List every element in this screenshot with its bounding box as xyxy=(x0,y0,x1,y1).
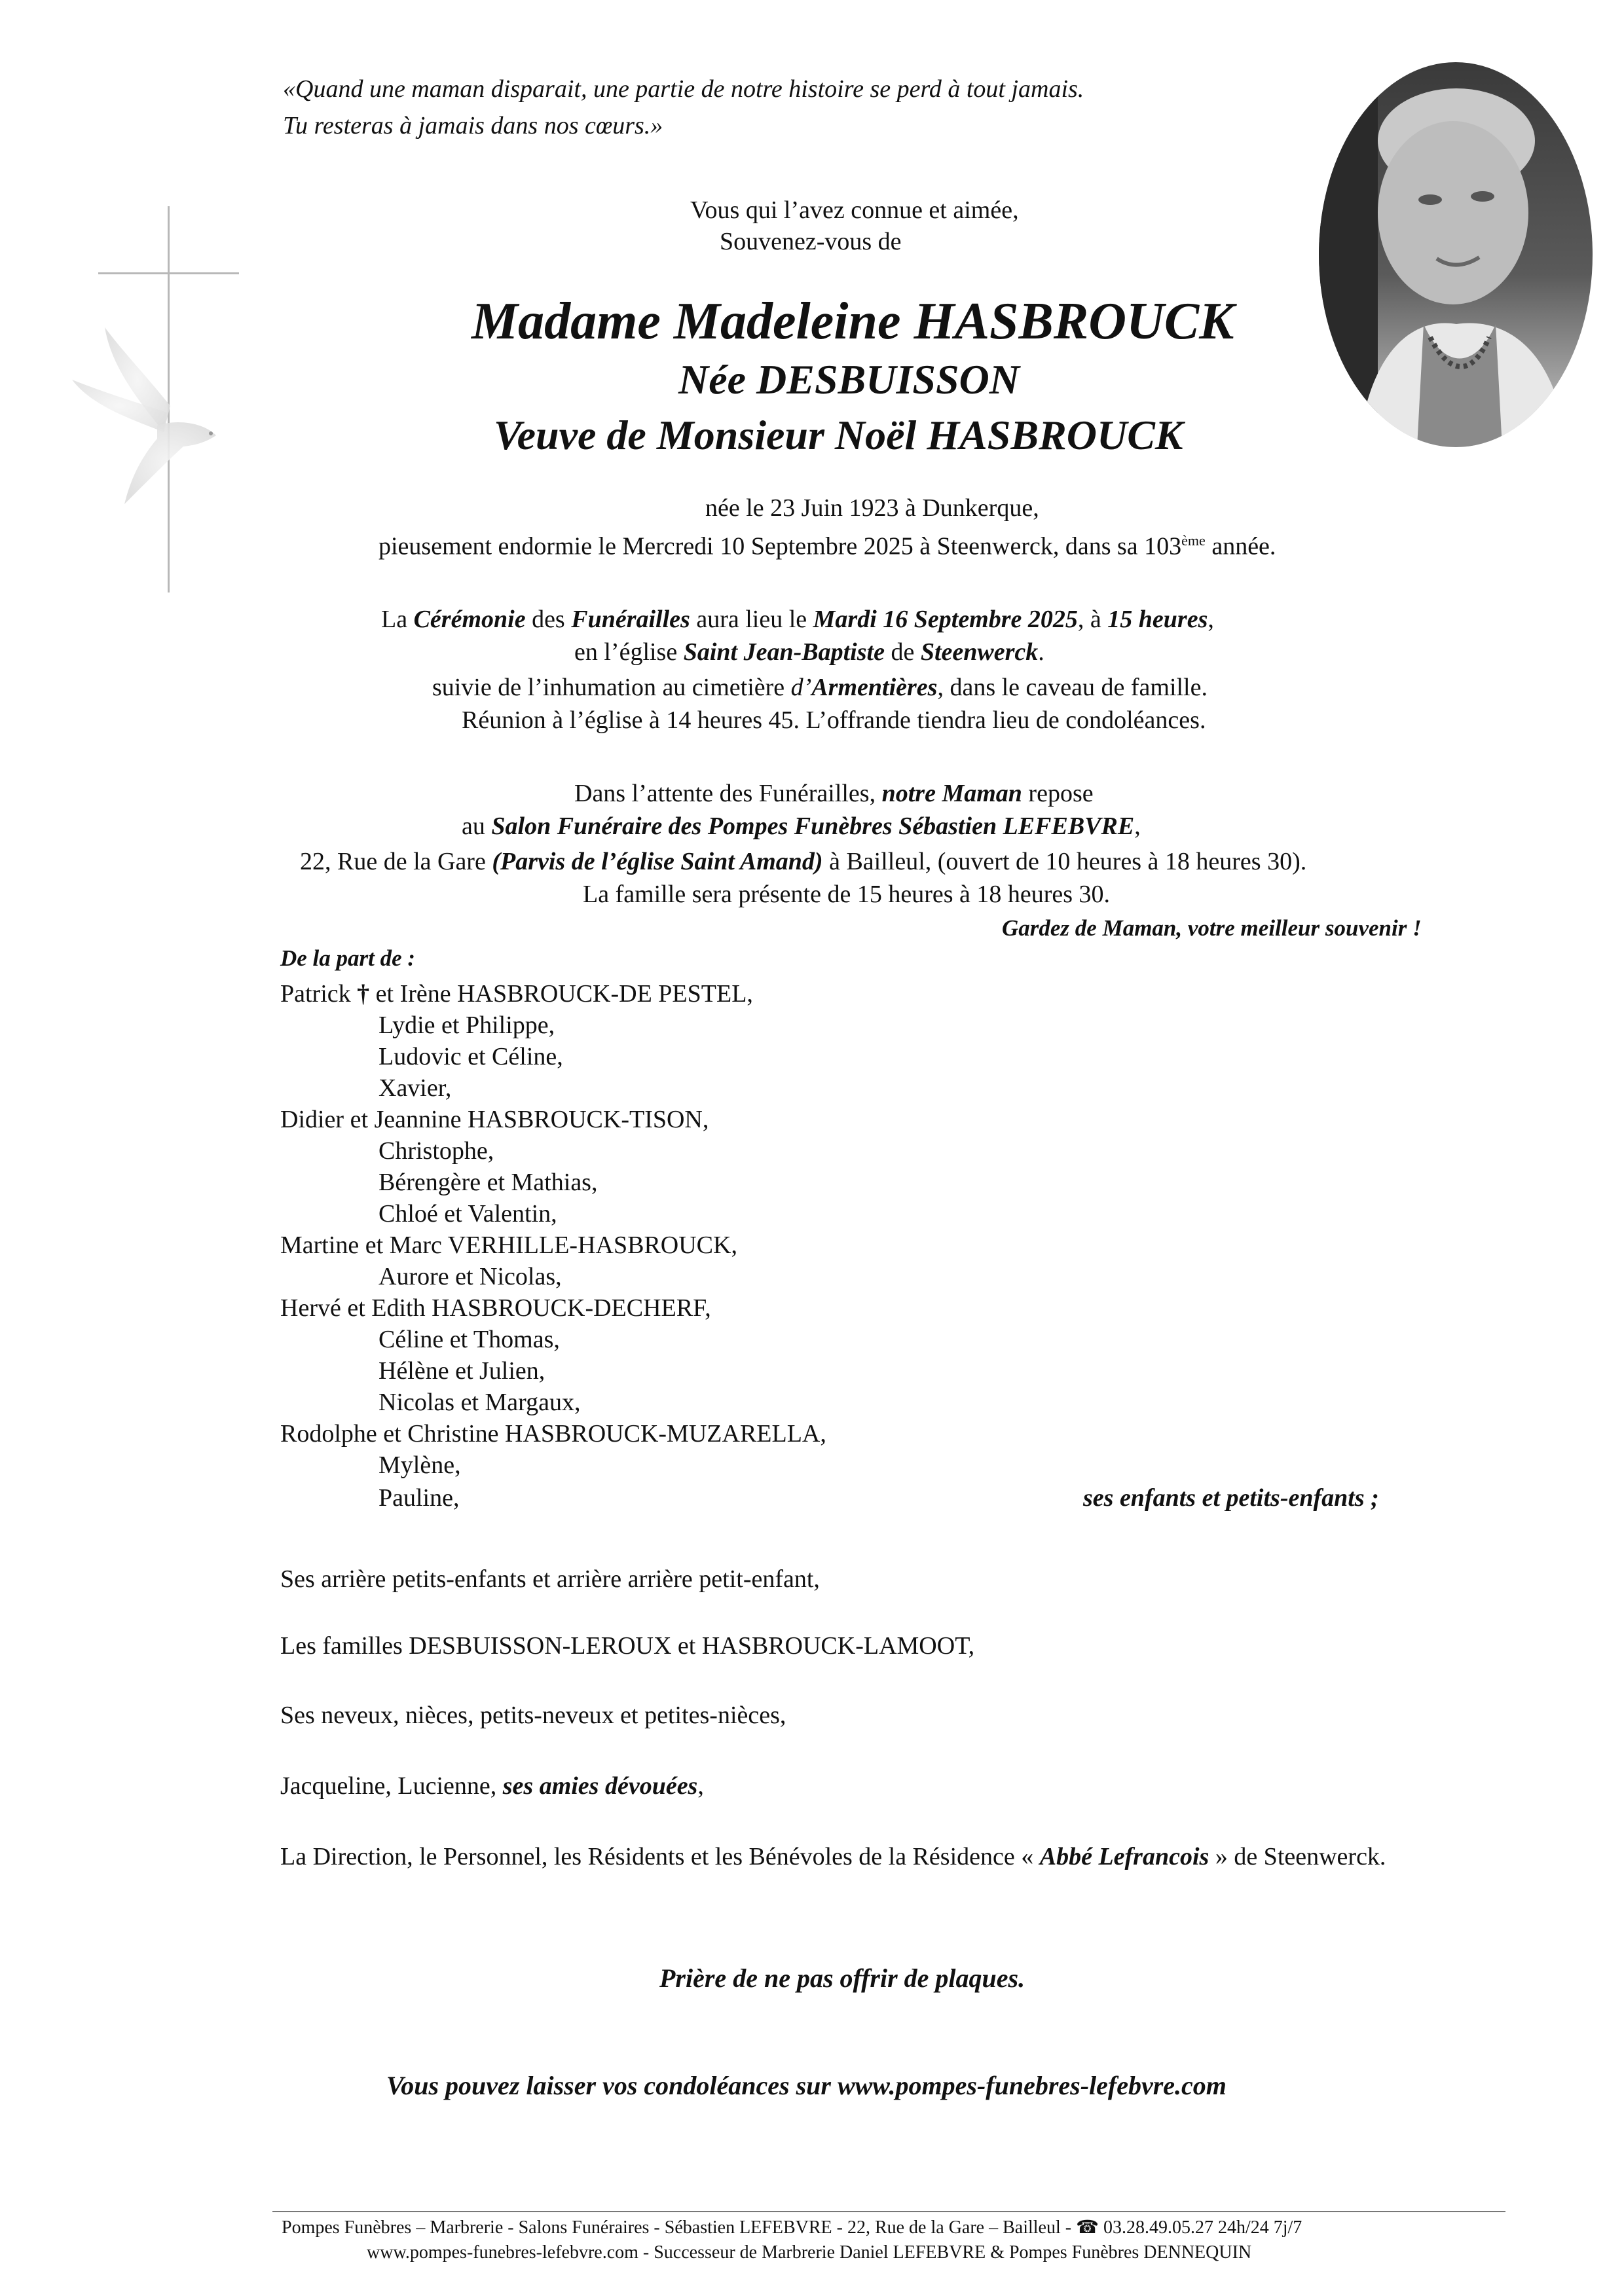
rest-line-2: au Salon Funéraire des Pompes Funèbres Sébastien LEFEBVRE, xyxy=(462,812,1141,840)
death-line: pieusement endormie le Mercredi 10 Septembre 2025 à Steenwerck, dans sa 103ème année. xyxy=(378,532,1276,560)
family-row: Hervé et Edith HASBROUCK-DECHERF, xyxy=(280,1294,711,1322)
family-row: Chloé et Valentin, xyxy=(378,1200,557,1228)
condolences-line: Vous pouvez laisser vos condoléances sur www.pompes-funebres-lefebvre.com xyxy=(386,2071,1227,2100)
family-row: Martine et Marc VERHILLE-HASBROUCK, xyxy=(280,1231,737,1259)
footer-line-2: www.pompes-funebres-lefebvre.com - Successeur de Marbrerie Daniel LEFEBVRE & Pompes Funèbres DENNEQUIN xyxy=(367,2242,1252,2263)
family-row: Lydie et Philippe, xyxy=(378,1011,555,1039)
family-row: Didier et Jeannine HASBROUCK-TISON, xyxy=(280,1106,709,1133)
family-row: Nicolas et Margaux, xyxy=(378,1389,581,1416)
ceremony-line-4: Réunion à l’église à 14 heures 45. L’offrande tiendra lieu de condoléances. xyxy=(462,706,1206,734)
ceremony-line-2: en l’église Saint Jean-Baptiste de Steenwerck. xyxy=(574,638,1044,666)
family-row: Bérengère et Mathias, xyxy=(378,1169,598,1196)
great-grandchildren-line: Ses arrière petits-enfants et arrière arrière petit-enfant, xyxy=(280,1565,820,1593)
family-row: Christophe, xyxy=(378,1137,494,1165)
family-row: Rodolphe et Christine HASBROUCK-MUZARELLA, xyxy=(280,1420,826,1448)
family-row: Mylène, xyxy=(378,1451,461,1479)
family-row: Aurore et Nicolas, xyxy=(378,1263,562,1290)
rest-line-3: 22, Rue de la Gare (Parvis de l’église Saint Amand) à Bailleul, (ouvert de 10 heures à 18 heures 30). xyxy=(300,848,1307,875)
families-line: Les familles DESBUISSON-LEROUX et HASBROUCK-LAMOOT, xyxy=(280,1632,975,1660)
family-heading: De la part de : xyxy=(280,945,416,971)
rest-line-4: La famille sera présente de 15 heures à 18 heures 30. xyxy=(583,881,1111,908)
footer-line-1: Pompes Funèbres – Marbrerie - Salons Funéraires - Sébastien LEFEBVRE - 22, Rue de la Gare – Bailleul - ☎ 03.28.49.05.27 24h/24 7j/7 xyxy=(282,2217,1302,2238)
family-row: Ludovic et Céline, xyxy=(378,1043,563,1070)
deceased-born-as: Née DESBUISSON xyxy=(678,356,1020,403)
dove-icon xyxy=(65,308,249,524)
cross-bar xyxy=(98,272,239,274)
family-row: Céline et Thomas, xyxy=(378,1326,560,1353)
deceased-name: Madame Madeleine HASBROUCK xyxy=(471,293,1234,350)
family-row: Patrick † et Irène HASBROUCK-DE PESTEL, xyxy=(280,980,753,1008)
ceremony-line-1: La Cérémonie des Funérailles aura lieu le Mardi 16 Septembre 2025, à 15 heures, xyxy=(381,606,1214,633)
rest-line-1: Dans l’attente des Funérailles, notre Maman repose xyxy=(574,780,1094,807)
deceased-widow-of: Veuve de Monsieur Noël HASBROUCK xyxy=(494,412,1183,458)
residence-line: La Direction, le Personnel, les Résidents et les Bénévoles de la Résidence « Abbé Lefrancois » de Steenwerck. xyxy=(280,1843,1386,1870)
family-row: Pauline, xyxy=(378,1484,460,1512)
children-label: ses enfants et petits-enfants ; xyxy=(1083,1484,1379,1512)
birth-line: née le 23 Juin 1923 à Dunkerque, xyxy=(705,494,1039,522)
ceremony-line-3: suivie de l’inhumation au cimetière d’Armentières, dans le caveau de famille. xyxy=(432,674,1208,701)
portrait-photo xyxy=(1319,62,1593,447)
family-row: Xavier, xyxy=(378,1074,452,1102)
keep-memory-line: Gardez de Maman, votre meilleur souvenir ! xyxy=(1002,915,1422,941)
no-plaques-line: Prière de ne pas offrir de plaques. xyxy=(659,1963,1025,1993)
intro-line-1: Vous qui l’avez connue et aimée, xyxy=(690,196,1019,224)
epitaph-line-1: «Quand une maman disparait, une partie de notre histoire se perd à tout jamais. xyxy=(283,75,1084,103)
friends-line: Jacqueline, Lucienne, ses amies dévouées, xyxy=(280,1772,704,1800)
epitaph-line-2: Tu resteras à jamais dans nos cœurs.» xyxy=(283,112,663,139)
intro-line-2: Souvenez-vous de xyxy=(720,228,902,255)
nephews-line: Ses neveux, nièces, petits-neveux et petites-nièces, xyxy=(280,1702,786,1729)
deceased-cross-icon: † xyxy=(357,980,370,1008)
phone-icon: ☎ xyxy=(1076,2217,1099,2238)
footer-divider xyxy=(272,2211,1505,2212)
family-row: Hélène et Julien, xyxy=(378,1357,545,1385)
